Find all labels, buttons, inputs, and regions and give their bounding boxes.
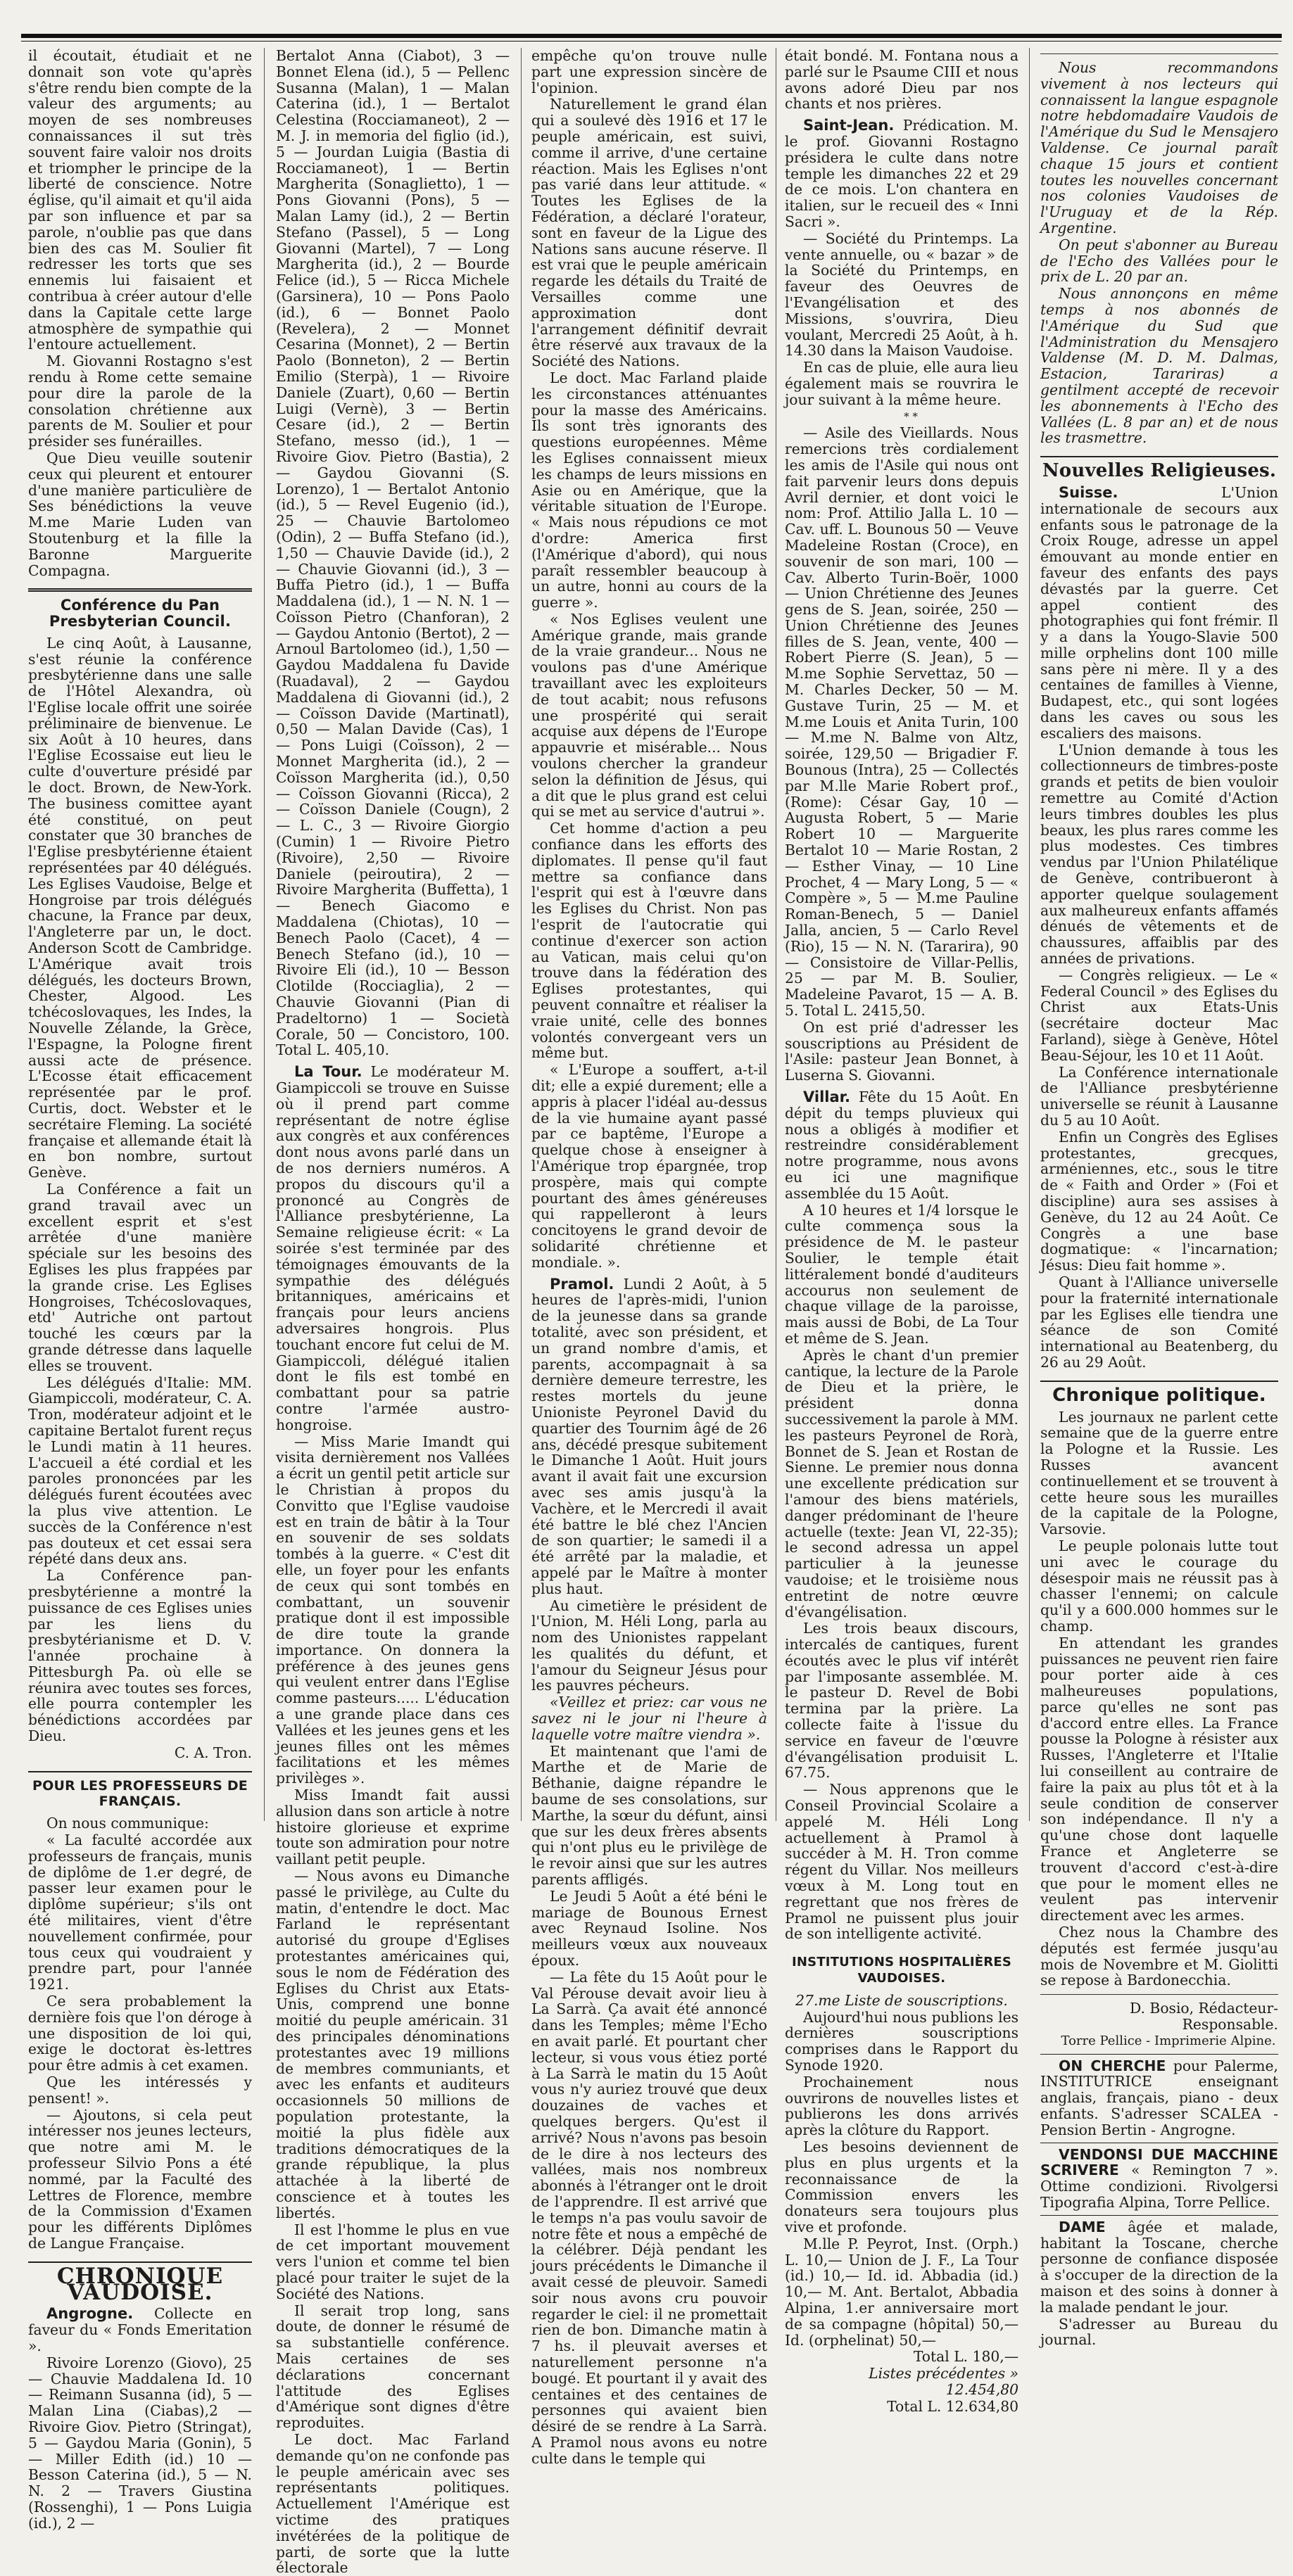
paragraph: On nous communique: [46, 1815, 209, 1832]
run-in-heading: Suisse. [1059, 483, 1118, 501]
paragraph: était bondé. M. Fontana nous a parlé sur le Psaume CIII et nous avons adoré Dieu par nos chants et nos prières. [785, 47, 1018, 113]
subtitle: 27.me Liste de souscriptions. [795, 1991, 1008, 2009]
separator-stars: * * [904, 410, 918, 423]
total: Total L. 180,— [913, 2348, 1018, 2366]
paragraph: Il serait trop long, sans doute, de donner le résumé de sa substantielle conférence. Mais certaines de ses déclarations concernant l'attitude des Eglises d'Amérique sont dignes d'être reproduites. [276, 2302, 510, 2432]
paragraph: « La faculté accordée aux professeurs de français, munis de diplôme de 1.er degré, de passer leur examen pour le diplôme supérieur; s'ils ont été militaires, vient d'être nouvellement confirmée, pour tous ceux qui voudraient y prendre part, pour l'année 1921. [28, 1832, 252, 1993]
paragraph: « Nos Eglises veulent une Amérique grande, mais grande de la vraie grandeur... Nous ne voulons pas d'une Amérique travaillant avec les exploiteurs de tout acabit; nous refusons une prospérité qui serait acquise aux dépens de l'Europe appauvrie et misérable... Nous voulons chercher la grandeur selon la définition de Jésus, qui a dit que le plus grand est celui qui se met au service d'autrui ». [531, 610, 767, 820]
paragraph: Que les intéressés y pensent! ». [28, 2074, 252, 2107]
paragraph: On est prié d'adresser les souscriptions au Président de l'Asile: pasteur Jean Bonnet, à Luserna S. Giovanni. [785, 1018, 1018, 1084]
paragraph: M.lle P. Peyrot, Inst. (Orph.) L. 10,— Union de J. F., La Tour (id.) 10,— Id. id. Abbadia (id.) 10,— M. Ant. Bertalot, Abbadia Alpina, 1.er anniversaire mort de sa compagne (hôpital) 50,— Id. (orphelinat) 50,— [785, 2235, 1018, 2349]
section-title-professeurs: POUR LES PROFESSEURS DE FRANÇAIS. [28, 1771, 252, 1810]
paragraph: La Conférence a fait un grand travail avec un excellent esprit et s'est arrêtée d'une manière spéciale sur les besoins des Eglises les plus frappées par la grande crise. Les Eglises Hongroises, Tchécoslovaques, etd' Autriche ont partout touché les cœurs par la grande détresse dans laquelle elles se trouvent. [28, 1180, 252, 1374]
run-in-heading: Angrogne. [46, 2305, 134, 2323]
column-divider [264, 48, 265, 1821]
column-1 [28, 47, 252, 2532]
section-title-nouvelles-religieuses: Nouvelles Religieuses. [1040, 456, 1278, 479]
paragraph: — Société du Printemps. La vente annuelle, ou « bazar » de la Société du Printemps, en faveur des Oeuvres de l'Evangélisation et des Missions, s'ouvrira, Dieu voulant, Mercredi 25 Août, à h. 14.30 dans la Maison Vaudoise. [785, 229, 1018, 360]
notice: Nous recommandons vivement à nos lecteurs qui connaissent la langue espagnole notre hebdomadaire Vaudois de l'Amérique du Sud le Mensajero Valdense. Ce journal paraît chaque 15 jours et contient toutes les nouvelles concernant nos colonies Vaudoises de l'Uruguay et de la Rép. Argentine. [1040, 59, 1278, 236]
paragraph: — Miss Marie Imandt qui visita dernièrement nos Vallées a écrit un gentil petit article sur le Christian à propos du Convitto que l'Eglise vaudoise est en train de bâtir à la Tour en souvenir de ses soldats tombés à la guerre. « C'est dit elle, un foyer pour les enfants de ceux qui sont tombés en combattant, un souvenir pratique dont il est impossible de dire toute la grande importance. On donnera la préférence à des jeunes gens qui veulent entrer dans l'Eglise comme pasteurs..... L'éducation a une grande place dans ces Vallées et les jeunes gens et les jeunes filles ont les mêmes facilitations et les mêmes privilèges ». [276, 1433, 510, 1787]
paragraph: Après le chant d'un premier cantique, la lecture de la Parole de Dieu et la prière, le président donna successivement la parole à MM. les pasteurs Peyronel de Rorà, Bonnet de S. Jean et Rostan de Sienne. Le premier nous donna une excellente prédication sur l'amour des biens matériels, danger prédominant de l'heure actuelle (texte: Jean VI, 22-35); le second adressa un appel particulier à la jeunesse vaudoise; et le troisième nous entretint de notre œuvre d'évangélisation. [785, 1346, 1018, 1620]
ad-heading: ON CHERCHE [1059, 2057, 1166, 2074]
column-2 [276, 47, 510, 2576]
paragraph: Le doct. Mac Farland demande qu'on ne confonde pas le peuple américain avec ses représentants politiques. Actuellement l'Amérique est victime des pratiques invétérées de la politique de parti, de sorte que la lutte électorale [276, 2430, 510, 2576]
paragraph: La Conférence internationale de l'Alliance presbytérienne universelle se réunit à Lausanne du 5 au 10 Août. [1040, 1063, 1278, 1129]
section-title-conference: Conférence du Pan Presbyterian Council. [28, 588, 252, 630]
ad-text: âgée et malade, habitant la Toscane, cherche personne de confiance disposée à s'occuper de la direction de la maison et des soins à donner à la malade pendant le jour. [1040, 2218, 1278, 2316]
paragraph: « L'Europe a souffert, a-t-il dit; elle a expié durement; elle a appris à placer l'idéal au-dessus de la vie humaine ayant passé par ce baptême, l'Europe a quelque chose à enseigner à l'Amérique trop épargnée, trop prospère, mais qui compte pourtant des âmes généreuses qui rappelleront à leurs concitoyens le grand devoir de solidarité chrétienne et mondiale. ». [531, 1061, 767, 1271]
paragraph: L'Union demande à tous les collectionneurs de timbres-poste grands et petits de bien vouloir remettre au Comité d'Action leurs timbres doubles les plus beaux, les plus rares comme les plus modestes. Ces timbres vendus par l'Union Philatélique de Genève, contribueront à apporter quelque soulagement aux malheureux enfants affamés dénués de vêtements et de chaussures, affaiblis par des années de privations. [1040, 741, 1278, 967]
ad-text: S'adresser au Bureau du journal. [1040, 2315, 1278, 2349]
paragraph: La Conférence pan-presbytérienne a montré la puissance de ces Eglises unies par les liens du presbytérianisme et D. V. l'année prochaine à Pittesburgh Pa. où elle se réunira avec toutes ses forces, elle pourra contempler les bénédictions accordées par Dieu. [28, 1567, 252, 1745]
run-in-heading: Saint-Jean. [803, 117, 895, 134]
paragraph: Les journaux ne parlent cette semaine que de la guerre entre la Pologne et la Russie. Les Russes avancent continuellement et se trouvent à cette heure sous les murailles de la capitale de la Pologne, Varsovie. [1040, 1408, 1278, 1538]
paragraph: Bertalot Anna (Ciabot), 3 — Bonnet Elena (id.), 5 — Pellenc Susanna (Malan), 1 — Malan Caterina (id.), 1 — Bertalot Celestina (Rocciamaneot), 2 — M. J. in memoria del figlio (id.), 5 — Jourdan Luigia (Bastia di Rocciamaneot), 1 — Bertin Margherita (Sonaglietto), 1 — Pons Giovanni (Pons), 5 — Malan Lamy (id.), 2 — Bertin Stefano (Passel), 5 — Long Giovanni (Martel), 7 — Long Margherita (id.), 2 — Bourde Felice (id.), 5 — Ricca Michele (Garsinera), 10 — Pons Paolo (id.), 6 — Bonnet Paolo (Revelera), 2 — Monnet Cesarina (Monnet), 2 — Bertin Paolo (Bonneton), 2 — Bertin Emilio (Sterpà), 1 — Rivoire Daniele (Zuart), 0,60 — Bertin Luigi (Vernè), 3 — Bertin Cesare (id.), 2 — Bertin Stefano, messo (id.), 1 — Rivoire Giov. Pietro (Bastia), 2 — Gaydou Giovanni (S. Lorenzo), 1 — Bertalot Antonio (id.), 5 — Revel Eugenio (id.), 25 — Chauvie Bartolomeo (Odin), 2 — Buffa Stefano (id.), 1,50 — Chauvie Davide (id.), 2 — Chauvie Giovanni (id.), 3 — Buffa Pietro (id.), 1 — Buffa Maddalena (id.), 1 — N. N. 1 — Coïsson Pietro (Chanforan), 2 — Gaydou Antonio (Bertot), 2 — Arnoul Bartolomeo (id.), 1,50 — Gaydou Maddalena fu Davide (Ruadaval), 2 — Gaydou Maddalena di Giovanni (id.), 2 — Coïsson Davide (Martinatl), 0,50 — Malan Davide (Cas), 1 — Pons Luigi (Coïsson), 2 — Monnet Margherita (id.), 2 — Coïsson Margherita (id.), 0,50 — Coïsson Giovanni (Ricca), 2 — Coïsson Daniele (Cougn), 2 — L. C., 3 — Rivoire Giorgio (Cumin) 1 — Rivoire Pietro (Rivoire), 2,50 — Rivoire Daniele (peiroutira), 2 — Rivoire Margherita (Buffetta), 1 — Benech Giacomo e Maddalena (Chiotas), 10 — Benech Paolo (Cacet), 4 — Benech Stefano (id.), 10 — Rivoire Eli (id.), 10 — Besson Clotilde (Rocciaglia), 2 — Chauvie Giovanni (Pian di Pradeltorno) 1 — Società Corale, 50 — Concistoro, 100. Total L. 405,10. [276, 47, 510, 1059]
paragraph: il écoutait, étudiait et ne donnait son vote qu'après s'être rendu bien compte de la valeur des arguments; au moyen de ses nombreuses connaissances il sut très souvent faire valoir nos droits et triompher le principe de la liberté de conscience. Notre église, qu'il aimait et qu'il aida par son influence et par sa parole, n'oublie pas que dans bien des cas M. Soulier fit redresser les torts que ses ennemis lui faisaient et contribua à créer autour d'elle dans la Capitale cette large atmosphère de sympathie qui l'entoure actuellement. [28, 47, 252, 353]
classified-ad [1040, 2143, 1278, 2211]
paragraph: Aujourd'hui nous publions les dernières souscriptions comprises dans le Rapport du Synode 1920. [785, 2008, 1018, 2074]
section-title-institutions: INSTITUTIONS HOSPITALIÈRES VAUDOISES. [792, 1955, 1011, 1986]
paragraph: Prochainement nous ouvrirons de nouvelles listes et publierons les dons arrivés après la clôture du Rapport. [785, 2073, 1018, 2139]
paragraph: Quant à l'Alliance universelle pour la fraternité internationale par les Eglises elle tiendra une séance de son Comité international au Beatenberg, du 26 au 29 Août. [1040, 1273, 1278, 1371]
paragraph: En attendant les grandes puissances ne peuvent rien faire pour porter aide à ces malheureuses populations, parce qu'elles ne sont pas d'accord entre elles. La France pousse la Pologne à résister aux Russes, l'Angleterre et l'Italie lui conseillent au contraire de faire la paix au plus tôt et à la seule condition de conserver son indépendance. Il n'y a qu'une chose dont laquelle France et Angleterre se trouvent d'accord c'est-à-dire que pour le moment elles ne veulent pas intervenir directement avec les armes. [1040, 1634, 1278, 1924]
paragraph: Que Dieu veuille soutenir ceux qui pleurent et entourer d'une manière particulière de Ses bénédictions la veuve M.me Marie Luden van Stoutenburg et la fille la Baronne Marguerite Compagna. [28, 449, 252, 579]
ad-text: pour Palerme, INSTITUTRICE enseignant anglais, français, piano - deux enfants. S'adresser SCALEA - Pension Bertin - Angrogne. [1040, 2057, 1278, 2138]
ad-heading: DAME [1059, 2218, 1106, 2235]
paragraph: Chez nous la Chambre des députés est fermée jusqu'au mois de Novembre et M. Giolitti se repose à Bardonecchia. [1040, 1924, 1278, 1989]
run-in-heading: Pramol. [550, 1275, 614, 1293]
column-5 [1040, 48, 1278, 2349]
quote: «Veillez et priez: car vous ne savez ni le jour ni l'heure à laquelle votre maître viendra ». [531, 1694, 767, 1743]
run-in-heading: La Tour. [294, 1063, 362, 1081]
paragraph: Collecte en faveur du « Fonds Emeritation ». [28, 2305, 252, 2354]
signature: C. A. Tron. [174, 1744, 252, 1761]
paragraph: Et maintenant que l'ami de Marthe et de Marie de Béthanie, daigne répandre le baume de ses consolations, sur Marthe, la sœur du défunt, ainsi que sur les deux frères absents qui n'ont plus eu le privilège de le revoir ainsi que sur les autres parents affligés. [531, 1742, 767, 1889]
column-divider [1029, 48, 1030, 1821]
column-4 [785, 47, 1019, 2415]
paragraph: Le peuple polonais lutte tout uni avec le courage du désespoir mais ne réussit pas à chasser l'ennemi; on calcule qu'il y a 600.000 hommes sur le champ. [1040, 1537, 1278, 1635]
paragraph: — Congrès religieux. — Le « Federal Council » des Eglises du Christ aux Etats-Unis (secrétaire docteur Mac Farland), siège à Genève, Hôtel Beau-Séjour, les 10 et 11 Août. [1040, 966, 1278, 1064]
paragraph: Naturellement le grand élan qui a soulevé dès 1916 et 17 le peuple américain, est suivi, comme il arrive, d'une certaine réaction. Mais les Eglises n'ont pas varié dans leur attitude. « Toutes les Eglises de la Fédération, a déclaré l'orateur, sont en faveur de la Ligue des Nations sans aucune réserve. Il est vrai que le peuple américain regarde les détails du Traité de Versailles comme une approximation dont l'arrangement définitif devrait être réservé aux travaux de la Société des Nations. [531, 96, 767, 370]
paragraph: Prédication. M. le prof. Giovanni Rostagno présidera le culte dans notre temple les dimanches 22 et 29 de ce mois. L'on chantera en italien, sur le recueil des « Inni Sacri ». [785, 117, 1018, 230]
paragraph: L'Union internationale de secours aux enfants sous le patronage de la Croix Rouge, adresse un appel émouvant au monde entier en faveur des enfants des pays dévastés par la guerre. Cet appel contient des photographies qui font frémir. Il y a dans la Yougo-Slavie 500 mille orphelins dont 100 mille sans père ni mère. Il y a des centaines de familles à Vienne, Budapest, etc., qui sont logées dans les caves ou sous les escaliers des maisons. [1040, 483, 1278, 742]
paragraph: Fête du 15 Août. En dépit du temps pluvieux qui nous a obligés à modifier et restreindre considérablement notre programme, nous avons eu ici une magnifique assemblée du 15 Août. [785, 1089, 1019, 1202]
paragraph: Les trois beaux discours, intercalés de cantiques, furent écoutés avec le plus vif intérêt par l'imposante assemblée. M. le pasteur D. Revel de Bobi termina par la prière. La collecte faite à l'issue du service en faveur de l'œuvre d'évangélisation produisit L. 67.75. [785, 1620, 1018, 1782]
classified-ad [1040, 2054, 1278, 2138]
column-3 [531, 47, 768, 2467]
divider [1040, 1994, 1278, 1995]
column-divider [521, 48, 522, 1821]
paragraph: M. Giovanni Rostagno s'est rendu à Rome cette semaine pour dire la parole de la consolation chrétienne aux parents de M. Soulier et pour présider ses funérailles. [28, 353, 252, 450]
paragraph: Le doct. Mac Farland plaide les circonstances atténuantes pour la masse des Américains. Ils sont très ignorants des questions européennes. Même les Eglises connaissent mieux les champs de leurs missions en Asie ou en Amérique, que la véritable situation de l'Europe. « Mais nous répudions ce mot d'ordre: America first (l'Amérique d'abord), qui nous paraît ressembler beaucoup à un autre, honni au cours de la guerre ». [531, 369, 767, 611]
paragraph: Ce sera probablement la dernière fois que l'on déroge à une disposition de loi qui, exige le doctorat ès-lettres pour être admis à cet examen. [28, 1993, 252, 2074]
paragraph: Les délégués d'Italie: MM. Giampiccoli, modérateur, C. A. Tron, modérateur adjoint et le capitaine Bertalot furent reçus le Lundi matin à 11 heures. L'accueil a été cordial et les paroles prononcées par les délégués furent écoutées avec la plus vive attention. Le succès de la Conférence n'est pas douteux et cet essai sera répété dans deux ans. [28, 1373, 252, 1568]
paragraph: — Ajoutons, si cela peut intéresser nos jeunes lecteurs, que notre ami M. le professeur Silvio Pons a été nommé, par la Faculté des Lettres de Florence, membre de la Commission d'Examen pour les différents Diplômes de Langue Française. [28, 2106, 252, 2252]
paragraph: Le modérateur M. Giampiccoli se trouve en Suisse où il prend part comme représentant de notre église aux congrès et aux conférences dont nous avons parlé dans un de nos derniers numéros. A propos du discours qu'il a prononcé au Congrès de l'Alliance presbytérienne, La Semaine religieuse écrit: « La soirée s'est terminée par des témoignages émouvants de la sympathie des délégués britanniques, américains et français pour leurs anciens adversaires hongrois. Plus touchant encore fut celui de M. Giampiccoli, délégué italien dont le fils est tombé en combattant pour sa patrie contre l'armée austro-hongroise. [276, 1063, 510, 1433]
paragraph: empêche qu'on trouve nulle part une expression sincère de l'opinion. [531, 47, 767, 96]
section-title-chronique-vaudoise: CHRONIQUE VAUDOISE. [28, 2261, 252, 2301]
paragraph: — Nous avons eu Dimanche passé le privilège, au Culte du matin, d'entendre le doct. Mac Farland le représentant autorisé du groupe d'Eglises protestantes américaines qui, sous le nom de Fédération des Eglises du Christ aux Etats-Unis, comprend une bonne moitié du peuple américain. 31 des principales dénominations protestantes avec 19 millions de membres communiants, et avec les enfants et auditeurs occasionnels 50 millions de population protestante, la moitié la plus fidèle aux traditions démocratiques de la grande république, la plus attachée à la liberté de conscience et à toutes les libertés. [276, 1867, 510, 2221]
paragraph: — La fête du 15 Août pour le Val Pérouse devait avoir lieu à La Sarrà. Ça avait été annoncé dans les Temples; même l'Echo en avait parlé. Et pourtant cher lecteur, si vous vous étiez porté à La Sarrà le matin du 15 Août vous n'y auriez trouvé que deux douzaines de vaches et quelques bergers. Qu'est il arrivé? Nous n'avons pas besoin de le dire à nos lecteurs des vallées, mais nos nombreux abonnés à l'étranger ont le droit de l'apprendre. Il est arrivé que le temps n'a pas voulu savoir de notre fête et nous a empêché de la célébrer. Déjà pendant les jours précédents le Dimanche il avait cessé de pleuvoir. Samedi soir nous avons cru pouvoir regarder le ciel: il ne promettait rien de bon. Dimanche matin à 7 hs. il pleuvait averses et naturellement personne n'a bougé. Et pourtant il y avait des centaines et des centaines de personnes qui avaient bien désiré de se rendre à La Sarrà. A Pramol nous avons eu notre culte dans le temple qui [531, 1968, 767, 2467]
paragraph: Au cimetière le président de l'Union, M. Héli Long, parla au nom des Unionistes rappelant les qualités du défunt, et l'amour du Seigneur Jésus pour les pauvres pécheurs. [531, 1597, 767, 1694]
section-title-chronique-politique: Chronique politique. [1040, 1381, 1278, 1404]
paragraph: Miss Imandt fait aussi allusion dans son article à notre histoire glorieuse et exprime toute son admiration pour notre vaillant petit peuple. [276, 1787, 510, 1868]
paragraph: Cet homme d'action a peu confiance dans les efforts des diplomates. Il pense qu'il faut mettre sa confiance dans l'esprit qui est à l'œuvre dans les Eglises du Christ. Non pas l'esprit de l'autocratie qui continue d'exercer son action au Vatican, mais celui qu'on trouve dans la fédération des Eglises protestantes, qui peuvent connaître et réaliser la vraie unité, celle des bonnes volontés convergeant vers un même but. [531, 820, 767, 1062]
divider [1040, 53, 1278, 54]
paragraph: Les besoins deviennent de plus en plus urgents et la reconnaissance de la Commission envers les donateurs sera toujours plus vive et profonde. [785, 2138, 1018, 2235]
paragraph: Il est l'homme le plus en vue de cet important mouvement vers l'union et comme tel bien placé pour traiter le sujet de la Société des Nations. [276, 2221, 510, 2302]
ad-heading: VENDONSI DUE MACCHINE SCRIVERE [1040, 2145, 1278, 2179]
paragraph: Le Jeudi 5 Août a été béni le mariage de Bounous Ernest avec Reynaud Isoline. Nos meilleurs vœux aux nouveaux époux. [531, 1887, 767, 1969]
grand-total: Total L. 12.634,80 [887, 2397, 1018, 2415]
ad-text: « Remington 7 ». Ottime condizioni. Rivolgersi Tipografia Alpina, Torre Pellice. [1040, 2162, 1278, 2211]
notice: Nous annonçons en même temps à nos abonnés de l'Amérique du Sud que l'Administration du Mensajero Valdense (M. D. M. Dalmas, Estacion, Tarariras) a gentilment accepté de recevoir les abonnements à l'Echo des Vallées (L. 8 par an) et de nous les trasmettre. [1040, 285, 1278, 447]
paragraph: — Asile des Vieillards. Nous remercions très cordialement les amis de l'Asile qui nous ont fait parvenir leurs dons depuis Avril dernier, et dont voici le nom: Prof. Attilio Jalla L. 10 — Cav. uff. L. Bounous 50 — Veuve Madeleine Rostan (Croce), en souvenir de son mari, 100 — Cav. Alberto Turin-Boër, 1000 — Union Chrétienne des Jeunes gens de S. Jean, soirée, 250 — Union Chrétienne des Jeunes filles de S. Jean, vente, 400 — Robert Pierre (S. Jean), 5 — M.me Sophie Servettaz, 50 — M. Charles Decker, 50 — M. Gustave Turin, 25 — M. et M.me Louis et Anita Turin, 100 — M.me N. Balme von Altz, soirée, 129,50 — Brigadier F. Bounous (Intra), 25 — Collectés par M.lle Marie Robert prof., (Rome): César Gay, 10 — Augusta Robert, 5 — Marie Robert 10 — Marguerite Bertalot 10 — Marie Rostan, 2 — Esther Vinay, — 10 Line Prochet, 4 — Mary Long, 5 — « Compère », 5 — M.me Pauline Roman-Benech, 5 — Daniel Jalla, ancien, 5 — Carlo Revel (Rio), 15 — N. N. (Tararira), 90 — Consistoire de Villar-Pellis, 25 — par M. B. Soulier, Madeleine Pavarot, 15 — A. B. 5. Total L. 2415,50. [785, 424, 1018, 1020]
paragraph: Lundi 2 Août, à 5 heures de l'après-midi, l'union de la jeunesse dans sa grande totalité, avec son président, et un grand nombre d'amis, et parents, accompagnait à sa dernière demeure terrestre, les restes mortels du jeune Unioniste Peyronel David du quartier des Tournim âgé de 26 ans, décédé presque subitement le Dimanche 1 Août. Huit jours avant il avait fait une excursion avec ses amis jusqu'à la Vachère, et le Mercredi il avait été battre le blé chez l'Ancien de son quartier; le samedi il a été arrêté par la maladie, et appelé par le Maître à monter plus haut. [531, 1275, 768, 1597]
run-in-heading: Villar. [803, 1089, 850, 1105]
classified-ad [1040, 2215, 1278, 2348]
paragraph: En cas de pluie, elle aura lieu également mais se rouvrira le jour suivant à la même heure. [785, 359, 1018, 408]
paragraph: — Nous apprenons que le Conseil Provincial Scolaire a appelé M. Héli Long actuellement à Pramol à succéder à M. H. Tron comme régent du Villar. Nos meilleurs vœux à M. Long tout en regrettant que nos frères de Pramol ne puissent plus jouir de son intelligente activité. [785, 1781, 1018, 1943]
top-rule [21, 34, 1282, 38]
paragraph: A 10 heures et 1/4 lorsque le culte commença sous la présidence de M. le pasteur Soulier, le temple était littéralement bondé d'auditeurs accourus non seulement de chaque village de la paroisse, mais aussi de Bobi, de La Tour et même de S. Jean. [785, 1201, 1018, 1347]
editor-line: D. Bosio, Rédacteur-Responsable. [1129, 2000, 1278, 2033]
notice: On peut s'abonner au Bureau de l'Echo des Vallées pour le prix de L. 20 par an. [1040, 236, 1278, 286]
paragraph: Rivoire Lorenzo (Giovo), 25 — Chauvie Maddalena Id. 10 — Reimann Susanna (id), 5 — Malan Lina (Ciabas),2 — Rivoire Giov. Pietro (Stringat), 5 — Gaydou Maria (Gonin), 5 — Miller Edith (id.) 10 — Besson Caterina (id.), 5 — N. N. 2 — Travers Giustina (Rossenghi), 1 — Pons Luigia (id.), 2 — [28, 2354, 252, 2532]
paragraph: Le cinq Août, à Lausanne, s'est réunie la conférence presbytérienne dans une salle de l'Hôtel Alexandra, où l'Eglise locale offrit une soirée préliminaire de bienvenue. Le six Août à 10 heures, dans l'Eglise Ecossaise eut lieu le culte d'ouverture présidé par le doct. Brown, de New-York. The business comittee ayant été constitué, on peut constater que 30 branches de l'Eglise presbytérienne étaient représentées par 40 délégués. Les Eglises Vaudoise, Belge et Hongroise par trois délégués chacune, la France par deux, l'Angleterre par un, le doct. Anderson Scott de Cambridge. L'Amérique avait trois délégués, les docteurs Brown, Chester, Algood. Les tchécoslovaques, les Indes, la Nouvelle Zélande, la Grèce, l'Espagne, la Pologne firent aussi acte de présence. L'Ecosse était efficacement représentée par le prof. Curtis, doct. Webster et le secrétaire Fleming. La société française et allemande était là en bon nombre, surtout Genève. [28, 634, 252, 1181]
printer-line: Torre Pellice - Imprimerie Alpine. [1061, 2033, 1276, 2048]
total-previous: Listes précédentes » 12.454,80 [869, 2365, 1018, 2398]
paragraph: Enfin un Congrès des Eglises protestantes, grecques, arméniennes, etc., sous le titre de « Faith and Order » (Foi et discipline) aura ses assises à Genève, du 12 au 24 Août. Ce Congrès a une base dogmatique: « l'incarnation; Jésus: Dieu fait homme ». [1040, 1128, 1278, 1274]
